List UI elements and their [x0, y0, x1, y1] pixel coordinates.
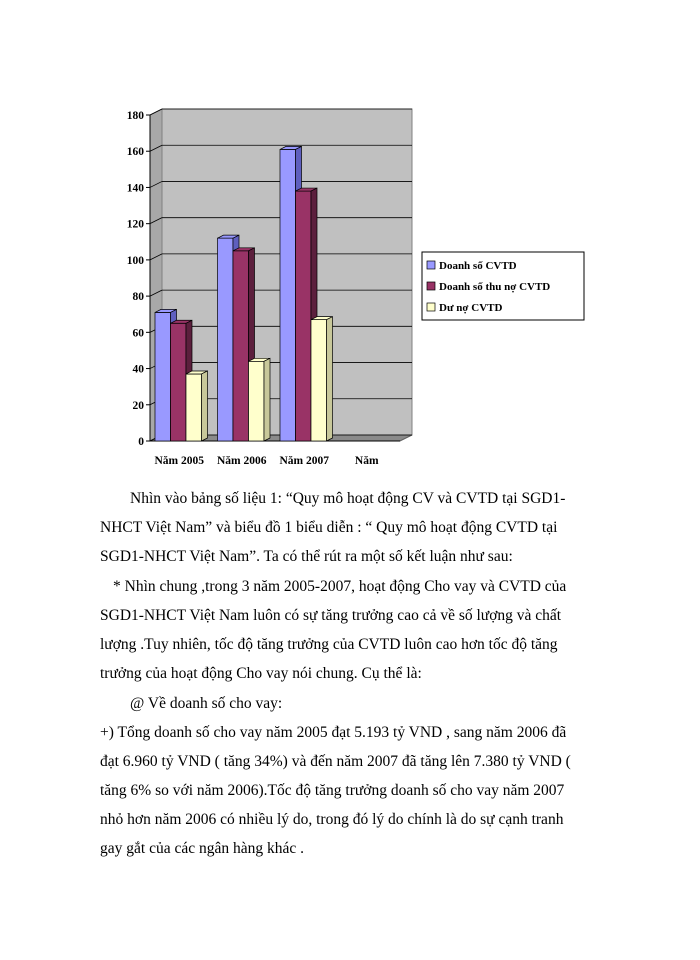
bar-front — [171, 323, 187, 441]
bar-front — [233, 251, 249, 441]
y-tick-label: 80 — [132, 291, 144, 304]
y-tick-label: 0 — [138, 436, 144, 448]
y-tick-label: 180 — [126, 110, 144, 122]
x-tick-label: Năm 2005 — [154, 455, 205, 467]
legend-label: Doanh số thu nợ CVTD — [439, 281, 551, 293]
paragraph-2-line-3: lượng .Tuy nhiên, tốc độ tăng trưởng của CVTD luôn cao hơn tốc độ tăng — [100, 636, 558, 653]
bar-front — [280, 149, 296, 441]
bar-front — [218, 238, 234, 441]
paragraph-2-line-1: * Nhìn chung ,trong 3 năm 2005-2007, hoạt động Cho vay và CVTD của — [113, 578, 567, 595]
paragraph-4-line-3: tăng 6% so với năm 2006).Tốc độ tăng trưởng doanh số cho vay năm 2007 — [100, 782, 565, 799]
x-axis-ticks — [154, 455, 378, 467]
legend-swatch — [427, 261, 435, 269]
legend-label: Dư nợ CVTD — [439, 302, 503, 314]
x-tick-label: Năm — [354, 455, 379, 467]
bar-front — [311, 320, 327, 441]
y-tick-label: 140 — [126, 182, 144, 195]
paragraph-2-line-2: SGD1-NHCT Việt Nam luôn có sự tăng trưởng cao cả về số lượng và chất — [100, 607, 562, 624]
legend-swatch — [427, 303, 435, 311]
y-tick-label: 160 — [126, 146, 144, 159]
y-axis-ticks — [127, 110, 145, 448]
bar-front — [296, 191, 312, 441]
y-tick-label: 20 — [132, 399, 144, 412]
x-tick-label: Năm 2007 — [279, 455, 330, 467]
bar — [186, 371, 208, 441]
paragraph-1-line-1: Nhìn vào bảng số liệu 1: “Quy mô hoạt động CV và CVTD tại SGD1- — [130, 490, 566, 507]
x-tick-label: Năm 2006 — [216, 455, 267, 467]
paragraph-4-line-5: gay gắt của các ngân hàng khác . — [100, 840, 304, 857]
paragraph-4-line-2: đạt 6.960 tỷ VND ( tăng 34%) và đến năm 2007 đã tăng lên 7.380 tỷ VND ( — [100, 753, 571, 770]
paragraph-3-line-1: @ Về doanh số cho vay: — [130, 695, 283, 712]
bar-front — [249, 361, 265, 441]
bar-front — [186, 374, 202, 441]
chart-legend — [422, 252, 584, 320]
bar-side — [264, 358, 270, 441]
legend-swatch — [427, 282, 435, 290]
bar — [311, 317, 333, 441]
y-tick-label: 60 — [132, 327, 144, 340]
y-tick-label: 120 — [126, 218, 144, 231]
bar — [249, 358, 271, 441]
paragraph-1-line-2: NHCT Việt Nam” và biểu đồ 1 biểu diễn : “ Quy mô hoạt động CVTD tại — [100, 519, 558, 536]
y-tick-label: 40 — [132, 363, 144, 376]
bar-side — [202, 371, 208, 441]
legend-label: Doanh số CVTD — [439, 260, 517, 272]
bar-side — [327, 317, 333, 441]
y-tick-label: 100 — [126, 254, 144, 267]
bar-front — [155, 312, 171, 441]
paragraph-4-line-1: +) Tổng doanh số cho vay năm 2005 đạt 5.193 tỷ VND , sang năm 2006 đã — [100, 724, 567, 741]
paragraph-2-line-4: trưởng của hoạt động Cho vay nói chung. Cụ thể là: — [100, 665, 422, 682]
paragraph-4-line-4: nhỏ hơn năm 2006 có nhiều lý do, trong đó lý do chính là do sự cạnh tranh — [100, 811, 564, 828]
paragraph-1-line-3: SGD1-NHCT Việt Nam”. Ta có thể rút ra một số kết luận như sau: — [100, 548, 513, 565]
